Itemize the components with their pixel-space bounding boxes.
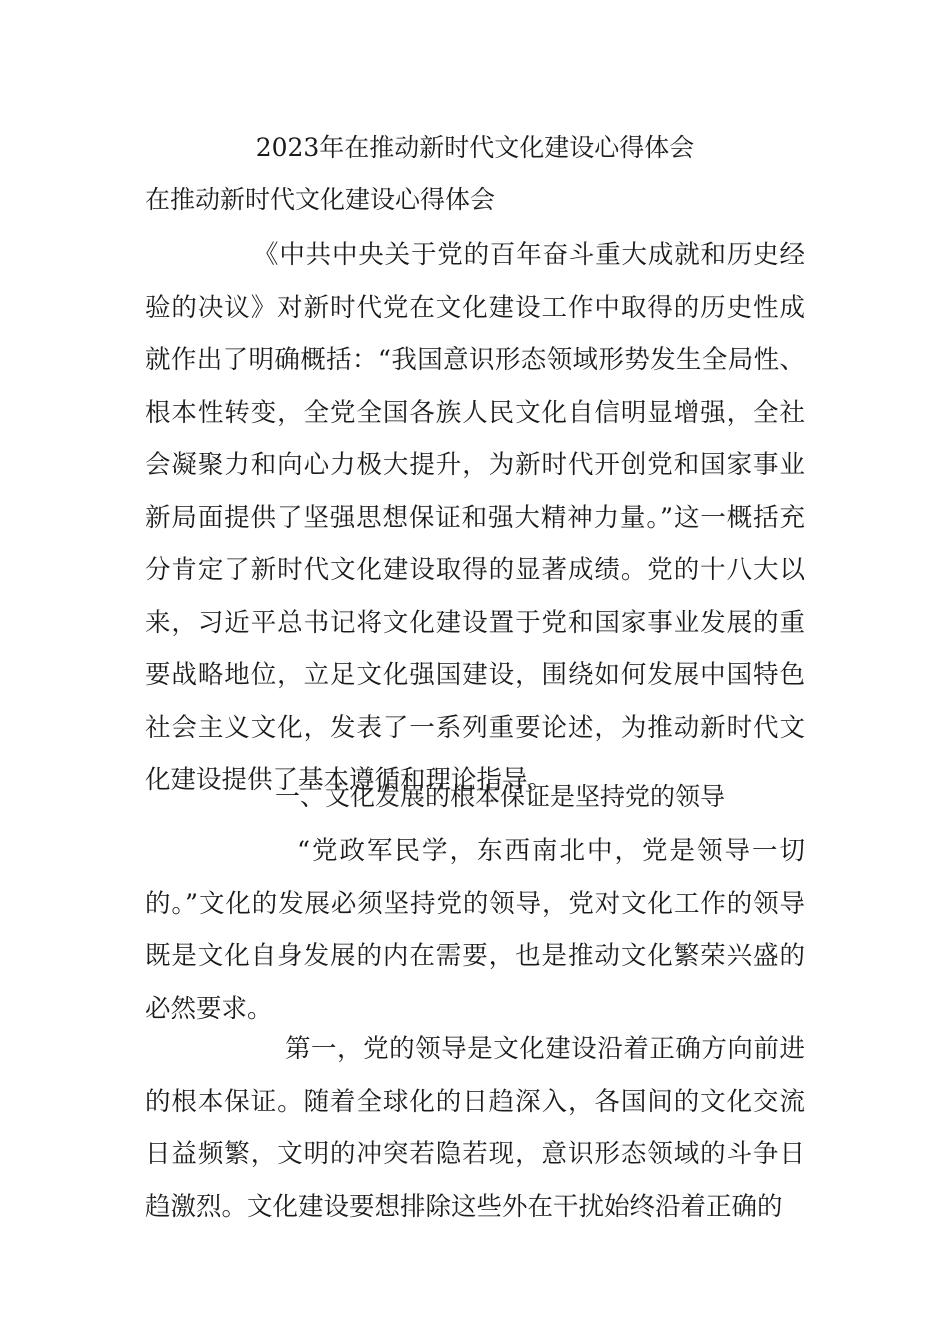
- section-paragraph: 第一，党的领导是文化建设沿着正确方向前进的根本保证。随着全球化的日趋深入，各国间的文化交流日益频繁，文明的冲突若隐若现，意识形态领域的斗争日趋激烈。文化建设要想排除这些外在干扰始终沿着正确的: [145, 1034, 805, 1222]
- document-title: 2023年在推动新时代文化建设心得体会: [255, 133, 695, 162]
- document-subtitle: 在推动新时代文化建设心得体会: [145, 185, 496, 214]
- intro-paragraph: 《中共中央关于党的百年奋斗重大成就和历史经验的决议》对新时代党在文化建设工作中取得的历史性成就作出了明确概括：“我国意识形态领域形势发生全局性、根本性转变，全党全国各族人民文化自信明显增强，全社会凝聚力和向心力极大提升，为新时代开创党和国家事业新局面提供了坚强思想保证和强大精神力量。”这一概括充分肯定了新时代文化建设取得的显著成绩。党的十八大以来，习近平总书记将文化建设置于党和国家事业发展的重要战略地位，立足文化强国建设，围绕如何发展中国特色社会主义文化，发表了一系列重要论述，为推动新时代文化建设提供了基本遵循和理论指导。: [145, 240, 805, 795]
- section-heading: 一、文化发展的根本保证是坚持党的领导: [275, 782, 726, 811]
- section-paragraph: “党政军民学，东西南北中，党是领导一切的。”文化的发展必须坚持党的领导，党对文化工作的领导既是文化自身发展的内在需要，也是推动文化繁荣兴盛的必然要求。: [145, 836, 805, 1024]
